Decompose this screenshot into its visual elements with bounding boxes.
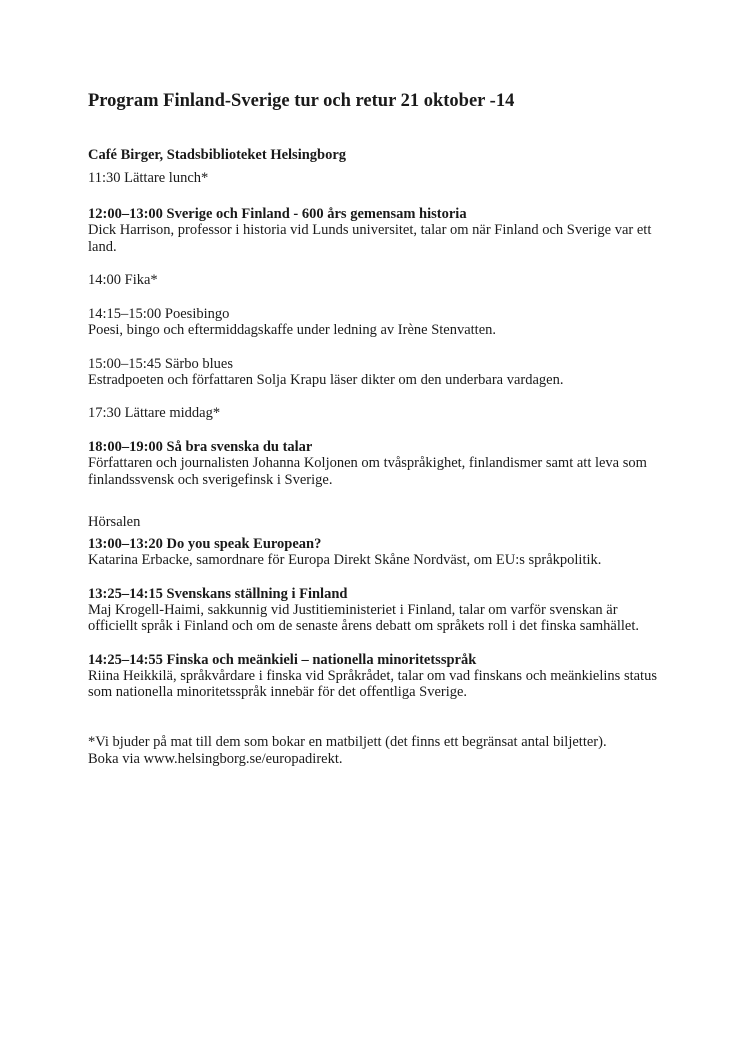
footnote-line: *Vi bjuder på mat till dem som bokar en matbiljett (det finns ett begränsat antal biljetter). xyxy=(88,733,607,750)
item-heading: 18:00–19:00 Så bra svenska du talar xyxy=(88,439,313,455)
schedule-item xyxy=(88,536,668,569)
item-description: Maj Krogell-Haimi, sakkunnig vid Justitieministeriet i Finland, talar om varför svenskan är officiellt språk i Finland och om de senaste årens debatt om språkets roll i det finska samhället. xyxy=(88,601,639,634)
venue-heading: Hörsalen xyxy=(88,514,141,530)
item-heading: 14:15–15:00 Poesibingo xyxy=(88,306,230,322)
footnote xyxy=(88,734,668,768)
item-description: Katarina Erbacke, samordnare för Europa Direkt Skåne Nordväst, om EU:s språkpolitik. xyxy=(88,552,602,568)
item-heading: 15:00–15:45 Särbo blues xyxy=(88,355,233,372)
schedule-item xyxy=(88,170,668,187)
item-description: Poesi, bingo och eftermiddagskaffe under ledning av Irène Stenvatten. xyxy=(88,322,497,338)
schedule-item xyxy=(88,272,668,289)
schedule-item xyxy=(88,405,668,422)
item-description: Estradpoeten och författaren Solja Krapu läser dikter om den underbara vardagen. xyxy=(88,371,564,388)
item-heading: 14:25–14:55 Finska och meänkieli – nationella minoritetsspråk xyxy=(88,651,477,668)
booking-link-text: Boka via www.helsingborg.se/europadirekt. xyxy=(88,750,343,767)
item-heading: 11:30 Lättare lunch* xyxy=(88,170,209,186)
venue-heading: Café Birger, Stadsbiblioteket Helsingborg xyxy=(88,147,347,163)
item-heading: 14:00 Fika* xyxy=(88,272,158,288)
item-description: Riina Heikkilä, språkvårdare i finska vid Språkrådet, talar om vad finskans och meänkielins status som nationella minoritetsspråk innebär för det offentliga Sverige. xyxy=(88,667,657,700)
item-heading: 12:00–13:00 Sverige och Finland - 600 års gemensam historia xyxy=(88,206,467,222)
schedule-item xyxy=(88,356,668,389)
document-body xyxy=(88,89,668,768)
item-heading: 13:00–13:20 Do you speak European? xyxy=(88,536,322,552)
item-description: Författaren och journalisten Johanna Koljonen om tvåspråkighet, finlandismer samt att leva som finlandssvensk och sverigefinsk i Sverige. xyxy=(88,455,647,488)
schedule-item xyxy=(88,586,668,635)
schedule-item xyxy=(88,652,668,701)
schedule-item xyxy=(88,206,668,255)
item-description: Dick Harrison, professor i historia vid Lunds universitet, talar om när Finland och Sverige var ett land. xyxy=(88,222,652,255)
schedule-item xyxy=(88,439,668,488)
schedule-item xyxy=(88,306,668,339)
item-heading: 13:25–14:15 Svenskans ställning i Finland xyxy=(88,585,348,602)
program-title: Program Finland-Sverige tur och retur 21 oktober -14 xyxy=(88,91,515,111)
item-heading: 17:30 Lättare middag* xyxy=(88,405,221,421)
